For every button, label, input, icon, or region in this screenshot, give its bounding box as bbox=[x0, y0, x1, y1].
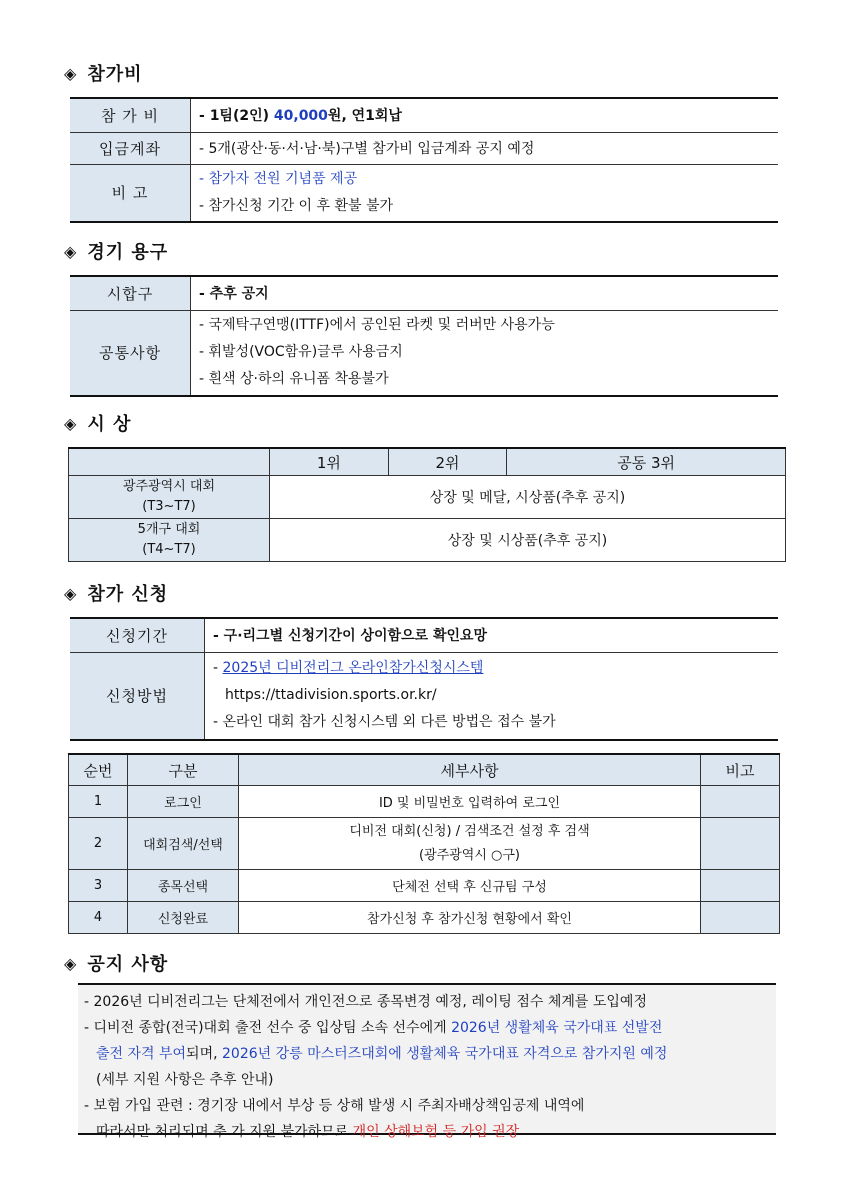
account-label: 입금계좌 bbox=[70, 132, 191, 164]
notice-line-3b: 되며, bbox=[186, 1046, 222, 1062]
awards-row-district bbox=[69, 519, 270, 562]
fee-rest: 원, 연1회납 bbox=[327, 108, 402, 125]
awards-row-district-name: 5개구 대회 bbox=[137, 522, 201, 537]
step-detail-line: 참가신청 후 참가신청 현황에서 확인 bbox=[367, 912, 572, 927]
diamond-bullet-icon: ◈ bbox=[64, 63, 78, 83]
common-line-1: - 국제탁구연맹(ITTF)에서 공인된 라켓 및 러버만 사용가능 bbox=[199, 317, 555, 334]
notice-line-3c: 2026년 강릉 마스터즈대회에 생활체육 국가대표 자격으로 참가지원 예정 bbox=[222, 1046, 668, 1062]
awards-header-2nd: 2위 bbox=[388, 448, 507, 476]
step-num: 3 bbox=[69, 870, 128, 902]
fee-title: 참가비 bbox=[87, 64, 143, 85]
awards-prize-district: 상장 및 시상품(추후 공지) bbox=[270, 519, 786, 562]
step-detail-line: 단체전 선택 후 신규팀 구성 bbox=[392, 880, 547, 895]
notice-line-1: - 2026년 디비전리그는 단체전에서 개인전으로 종목변경 예정, 레이팅 점수 체계를 도입예정 bbox=[84, 994, 647, 1010]
method-note: - 온라인 대회 참가 신청시스템 외 다른 방법은 접수 불가 bbox=[213, 714, 556, 731]
table-row bbox=[69, 786, 780, 818]
diamond-bullet-icon: ◈ bbox=[64, 241, 78, 261]
step-detail bbox=[239, 786, 701, 818]
step-detail-line-2: (광주광역시 ○구) bbox=[419, 847, 520, 863]
notice-title: 공지 사항 bbox=[87, 954, 169, 975]
section-title-notice bbox=[64, 950, 168, 976]
fee-dash: - bbox=[199, 108, 210, 125]
remark-value bbox=[191, 164, 779, 222]
account-value: - 5개(광산·동·서·남·북)구별 참가비 입금계좌 공지 예정 bbox=[191, 132, 779, 164]
steps-header-cat: 구분 bbox=[128, 754, 239, 786]
notice-line-4: (세부 지원 사항은 추후 안내) bbox=[96, 1072, 274, 1088]
common-line-3: - 흰색 상·하의 유니폼 착용불가 bbox=[199, 371, 389, 388]
equipment-title: 경기 용구 bbox=[87, 242, 169, 263]
step-cat: 신청완료 bbox=[128, 902, 239, 934]
step-detail-line: 디비전 대회(신청) / 검색조건 설정 후 검색 bbox=[349, 823, 590, 839]
table-row bbox=[69, 870, 780, 902]
step-note bbox=[701, 786, 780, 818]
method-dash: - bbox=[213, 660, 223, 677]
step-num: 2 bbox=[69, 818, 128, 870]
fee-amount: 40,000 bbox=[273, 108, 328, 125]
remark-line-1: - 참가자 전원 기념품 제공 bbox=[199, 170, 358, 187]
steps-table bbox=[68, 753, 780, 934]
notice-line-3a: 출전 자격 부여 bbox=[96, 1046, 187, 1062]
steps-header-note: 비고 bbox=[701, 754, 780, 786]
step-note bbox=[701, 902, 780, 934]
section-title-fee bbox=[64, 60, 142, 86]
step-detail bbox=[239, 870, 701, 902]
notice-line-6a: 따라서만 처리되며 추 가 지원 불가하므로 bbox=[96, 1124, 353, 1140]
step-cat: 종목선택 bbox=[128, 870, 239, 902]
remark-label: 비 고 bbox=[70, 164, 191, 222]
step-num: 1 bbox=[69, 786, 128, 818]
awards-row-district-sub: (T4~T7) bbox=[142, 542, 196, 557]
period-value: - 구·리그별 신청기간이 상이함으로 확인요망 bbox=[205, 618, 779, 652]
diamond-bullet-icon: ◈ bbox=[64, 583, 78, 603]
common-label: 공통사항 bbox=[70, 310, 191, 396]
step-cat: 대회검색/선택 bbox=[128, 818, 239, 870]
fee-value bbox=[191, 98, 779, 132]
method-value bbox=[205, 652, 779, 740]
ball-value: - 추후 공지 bbox=[191, 276, 779, 310]
period-label: 신청기간 bbox=[70, 618, 205, 652]
steps-header-detail: 세부사항 bbox=[239, 754, 701, 786]
apply-table bbox=[70, 617, 778, 741]
diamond-bullet-icon: ◈ bbox=[64, 953, 78, 973]
apply-title: 참가 신청 bbox=[87, 584, 169, 605]
equipment-table bbox=[70, 275, 778, 397]
awards-row-gwangju bbox=[69, 476, 270, 519]
notice-line-3 bbox=[84, 1041, 776, 1067]
notice-line-6 bbox=[84, 1119, 776, 1145]
remark-line-2: - 참가신청 기간 이 후 환불 불가 bbox=[199, 197, 394, 214]
awards-row-gwangju-sub: (T3~T7) bbox=[142, 499, 196, 514]
fee-label: 참 가 비 bbox=[70, 98, 191, 132]
awards-title: 시 상 bbox=[87, 414, 132, 435]
awards-prize-gwangju: 상장 및 메달, 시상품(추후 공지) bbox=[270, 476, 786, 519]
step-note bbox=[701, 818, 780, 870]
step-detail-line: ID 및 비밀번호 입력하여 로그인 bbox=[378, 796, 561, 811]
table-row bbox=[69, 818, 780, 870]
diamond-bullet-icon: ◈ bbox=[64, 413, 78, 433]
notice-line-2b: 2026년 생활체육 국가대표 선발전 bbox=[451, 1020, 663, 1036]
section-title-awards bbox=[64, 410, 131, 436]
notice-line-6b: 개인 상해보험 등 가입 권장 bbox=[352, 1124, 520, 1140]
common-value bbox=[191, 310, 779, 396]
notice-line-2 bbox=[84, 1015, 776, 1041]
steps-header-num: 순번 bbox=[69, 754, 128, 786]
notice-box bbox=[78, 983, 776, 1140]
notice-line-5: - 보험 가입 관련 : 경기장 내에서 부상 등 상해 발생 시 주최자배상책임공제 내역에 bbox=[84, 1098, 585, 1114]
fee-table bbox=[70, 97, 778, 223]
step-note bbox=[701, 870, 780, 902]
awards-header-blank bbox=[69, 448, 270, 476]
step-detail bbox=[239, 818, 701, 870]
step-detail bbox=[239, 902, 701, 934]
notice-line-2a: - 디비전 종합(전국)대회 출전 선수 중 입상팀 소속 선수에게 bbox=[84, 1020, 452, 1036]
awards-header-3rd: 공동 3위 bbox=[507, 448, 786, 476]
awards-header-1st: 1위 bbox=[270, 448, 389, 476]
common-line-2: - 휘발성(VOC함유)글루 사용금지 bbox=[199, 344, 403, 361]
section-title-equipment bbox=[64, 238, 168, 264]
method-link[interactable]: 2025년 디비전리그 온라인참가신청시스템 bbox=[222, 660, 484, 677]
step-num: 4 bbox=[69, 902, 128, 934]
awards-table bbox=[68, 447, 786, 562]
table-row bbox=[69, 902, 780, 934]
awards-row-gwangju-name: 광주광역시 대회 bbox=[122, 479, 216, 494]
section-title-apply bbox=[64, 580, 168, 606]
method-url[interactable]: https://ttadivision.sports.or.kr/ bbox=[225, 687, 437, 704]
method-label: 신청방법 bbox=[70, 652, 205, 740]
step-cat: 로그인 bbox=[128, 786, 239, 818]
ball-label: 시합구 bbox=[70, 276, 191, 310]
fee-team: 1팀(2인) bbox=[209, 108, 274, 125]
